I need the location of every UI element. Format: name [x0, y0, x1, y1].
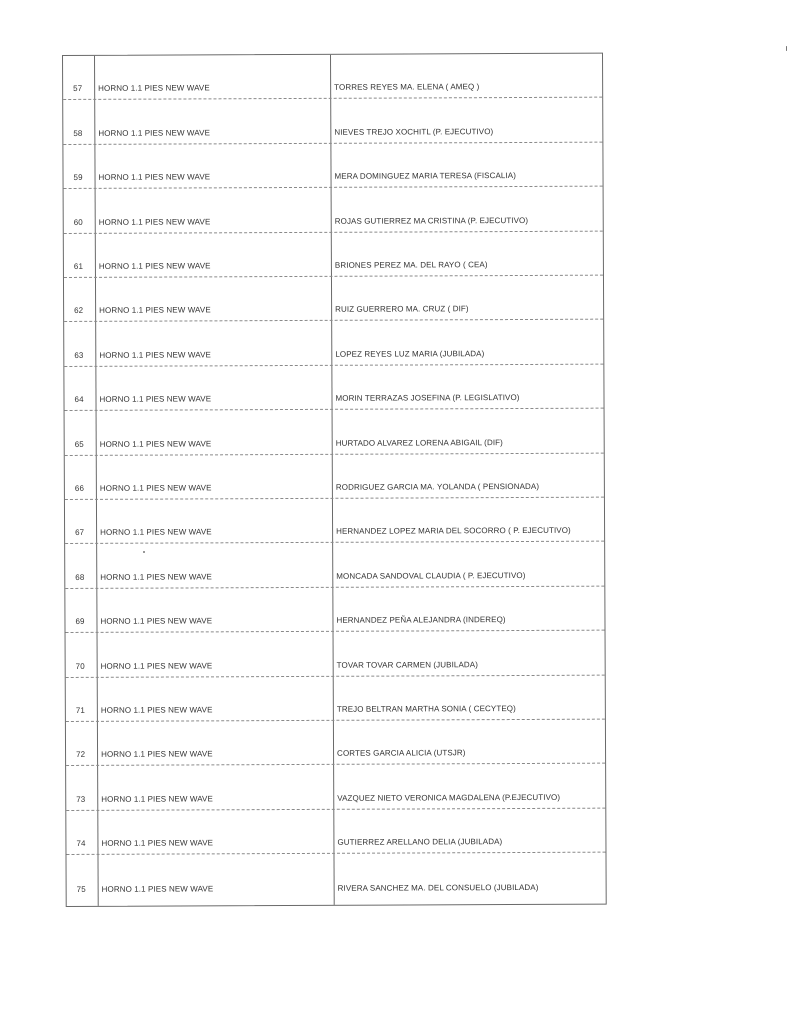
recipient-name: GUTIERREZ ARELLANO DELIA (JUBILADA): [337, 837, 503, 847]
table-row: [63, 98, 602, 145]
item-description: HORNO 1.1 PIES NEW WAVE: [99, 483, 212, 493]
table-row: [63, 54, 602, 101]
item-description: HORNO 1.1 PIES NEW WAVE: [98, 172, 211, 183]
table-row: [65, 586, 604, 633]
item-description: HORNO 1.1 PIES NEW WAVE: [100, 527, 212, 538]
row-number: 57: [73, 84, 83, 94]
table-row: [63, 142, 602, 189]
row-number: 69: [75, 617, 85, 627]
row-number: 75: [76, 884, 86, 894]
table-row: [64, 320, 603, 367]
row-number: 62: [74, 306, 84, 316]
recipient-name: VAZQUEZ NIETO VERONICA MAGDALENA (P.EJECUTIVO): [337, 792, 561, 803]
row-number: 60: [73, 217, 83, 227]
row-number: 65: [74, 439, 84, 449]
table-row: [66, 675, 605, 722]
row-number: 71: [75, 705, 85, 715]
row-number: 59: [73, 173, 83, 183]
item-description: HORNO 1.1 PIES NEW WAVE: [98, 261, 211, 271]
item-description: HORNO 1.1 PIES NEW WAVE: [99, 305, 211, 316]
recipient-name: RODRIGUEZ GARCIA MA. YOLANDA ( PENSIONADA): [335, 481, 540, 492]
item-description: HORNO 1.1 PIES NEW WAVE: [100, 616, 213, 627]
row-number: 74: [76, 839, 86, 849]
recipient-name: HURTADO ALVAREZ LORENA ABIGAIL (DIF): [335, 437, 503, 448]
recipient-name: HERNANDEZ PEÑA ALEJANDRA (INDEREQ): [336, 615, 506, 625]
row-number: 58: [73, 128, 83, 138]
row-number: 63: [74, 350, 84, 360]
scan-speck: [143, 551, 145, 553]
scan-speck: [786, 46, 787, 51]
row-number: 70: [75, 661, 85, 671]
recipient-name: TREJO BELTRAN MARTHA SONIA ( CECYTEQ): [336, 704, 516, 714]
item-description: HORNO 1.1 PIES NEW WAVE: [100, 572, 212, 582]
recipient-name: MORIN TERRAZAS JOSEFINA (P. LEGISLATIVO): [335, 393, 520, 403]
recipient-name: ROJAS GUTIERREZ MA CRISTINA (P. EJECUTIVO): [334, 215, 529, 226]
recipient-name: LOPEZ REYES LUZ MARIA (JUBILADA): [335, 348, 485, 359]
table-row: [64, 187, 603, 234]
recipient-name: NIEVES TREJO XOCHITL (P. EJECUTIVO): [334, 126, 494, 137]
table-row: [66, 631, 605, 678]
item-description: HORNO 1.1 PIES NEW WAVE: [100, 705, 213, 715]
item-description: HORNO 1.1 PIES NEW WAVE: [98, 83, 210, 94]
row-number: 67: [75, 528, 85, 538]
table-row: [66, 808, 605, 855]
recipient-name: MERA DOMINGUEZ MARIA TERESA (FISCALIA): [334, 171, 517, 181]
table-row: [65, 542, 604, 589]
recipient-name: RUIZ GUERRERO MA. CRUZ ( DIF): [335, 304, 469, 315]
item-description: HORNO 1.1 PIES NEW WAVE: [101, 838, 214, 849]
item-description: HORNO 1.1 PIES NEW WAVE: [99, 438, 212, 449]
table-row: [66, 853, 605, 900]
row-number: 64: [74, 395, 84, 405]
row-number: 61: [73, 261, 84, 271]
item-description: HORNO 1.1 PIES NEW WAVE: [101, 883, 214, 894]
row-number: 68: [75, 572, 85, 582]
item-description: HORNO 1.1 PIES NEW WAVE: [99, 394, 212, 405]
table-row: [64, 231, 603, 278]
recipient-name: RIVERA SANCHEZ MA. DEL CONSUELO (JUBILADA): [337, 882, 539, 893]
recipient-name: CORTES GARCIA ALICIA (UTSJR): [337, 748, 466, 759]
table-row: [64, 364, 603, 411]
table-row: [65, 409, 604, 456]
item-description: HORNO 1.1 PIES NEW WAVE: [99, 350, 211, 360]
table-row: [66, 764, 605, 811]
recipient-name: BRIONES PEREZ MA. DEL RAYO ( CEA): [334, 260, 488, 270]
item-description: HORNO 1.1 PIES NEW WAVE: [101, 794, 213, 804]
row-number: 66: [74, 483, 85, 493]
recipient-name: TORRES REYES MA. ELENA ( AMEQ ): [334, 82, 480, 93]
row-number: 73: [76, 794, 86, 804]
row-number: 72: [76, 750, 86, 760]
item-description: HORNO 1.1 PIES NEW WAVE: [101, 749, 213, 760]
recipient-name: TOVAR TOVAR CARMEN (JUBILADA): [336, 659, 478, 670]
recipient-name: HERNANDEZ LOPEZ MARIA DEL SOCORRO ( P. EJECUTIVO): [336, 526, 571, 537]
table-row: [65, 453, 604, 500]
item-description: HORNO 1.1 PIES NEW WAVE: [98, 216, 211, 227]
recipient-name: MONCADA SANDOVAL CLAUDIA ( P. EJECUTIVO): [336, 570, 526, 581]
recipients-table: [62, 53, 607, 907]
item-description: HORNO 1.1 PIES NEW WAVE: [100, 660, 213, 671]
table-row: [65, 498, 604, 545]
table-row: [66, 720, 605, 767]
item-description: HORNO 1.1 PIES NEW WAVE: [98, 128, 211, 138]
table-row: [64, 276, 603, 323]
